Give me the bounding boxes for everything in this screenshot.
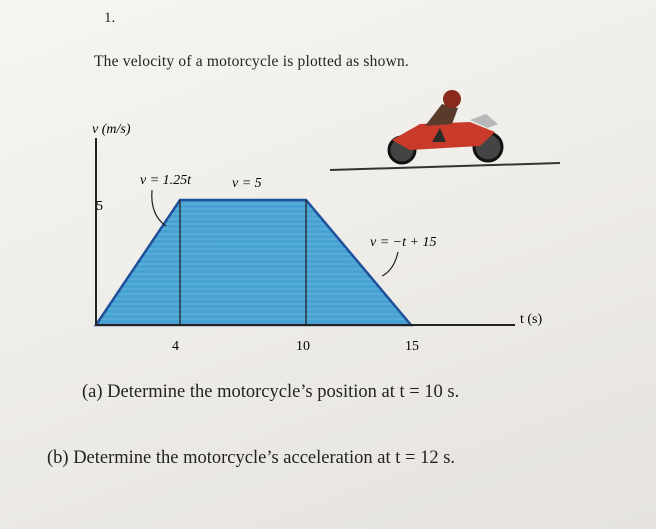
leader-decline <box>382 252 398 276</box>
x-tick-15: 15 <box>405 339 419 354</box>
y-axis-label: v (m/s) <box>92 122 131 137</box>
x-tick-4: 4 <box>172 339 179 354</box>
motorcycle-rider-icon <box>330 90 560 170</box>
problem-number: 1. <box>104 10 116 26</box>
leader-ramp <box>152 190 166 226</box>
question-a: (a) Determine the motorcycle’s position at t = 10 s. <box>82 382 460 402</box>
question-b: (b) Determine the motorcycle’s acceleration at t = 12 s. <box>47 448 456 468</box>
x-tick-10: 10 <box>296 339 310 354</box>
x-axis-label: t (s) <box>520 312 543 327</box>
label-ramp: v = 1.25t <box>140 173 192 188</box>
label-constant: v = 5 <box>232 176 262 191</box>
y-tick-5: 5 <box>96 199 103 214</box>
label-decline: v = −t + 15 <box>370 235 437 250</box>
problem-intro: The velocity of a motorcycle is plotted as shown. <box>94 53 409 70</box>
